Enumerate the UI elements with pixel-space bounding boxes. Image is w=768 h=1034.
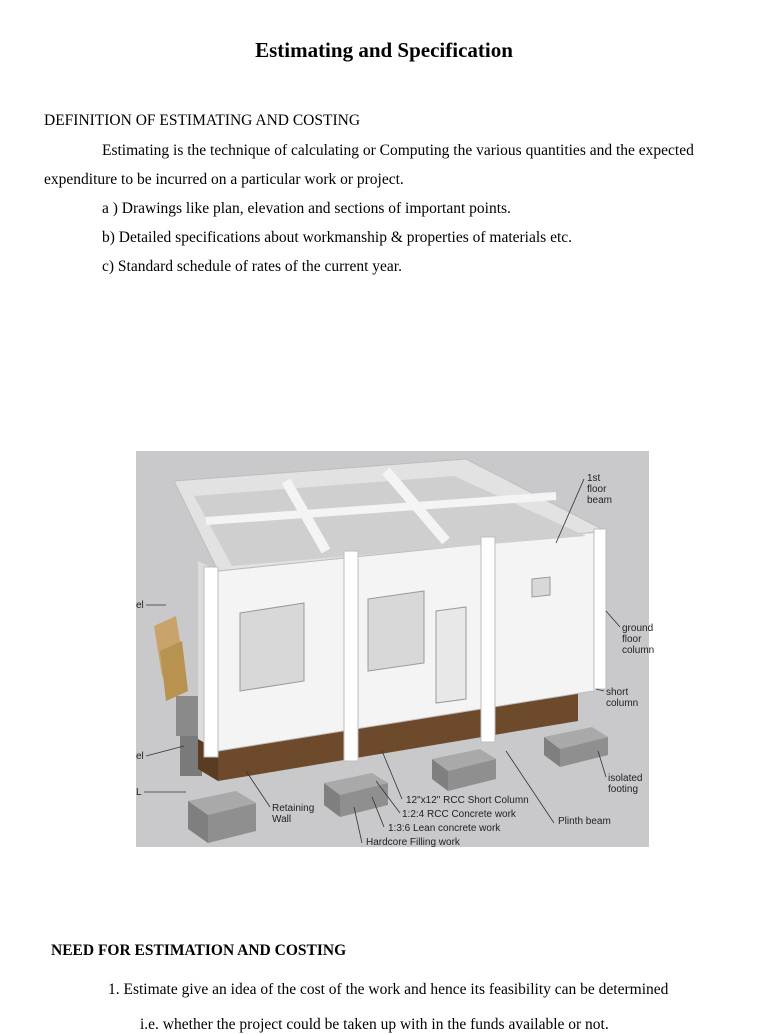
label-hardcore: Hardcore Filling work xyxy=(366,837,460,848)
label-left-edge-2: el xyxy=(136,751,144,762)
label-lean-concrete: 1:3:6 Lean concrete work xyxy=(388,823,501,834)
building-illustration xyxy=(136,451,655,848)
label-short-column: short xyxy=(606,687,629,698)
list-item: a ) Drawings like plan, elevation and sections of important points. xyxy=(102,200,511,217)
label-plinth-beam: Plinth beam xyxy=(558,816,611,827)
numbered-item: 1. Estimate give an idea of the cost of the work and hence its feasibility can be determined xyxy=(108,981,669,998)
list-item: c) Standard schedule of rates of the current year. xyxy=(102,258,402,275)
list-item: b) Detailed specifications about workmanship & properties of materials etc. xyxy=(102,229,573,246)
label-left-edge-3: L xyxy=(136,787,142,798)
label-ground-floor-column: ground xyxy=(622,623,654,634)
cut-off-line: i.e. whether the project could be taken up with in the funds available or not. xyxy=(140,1016,609,1033)
paragraph-line: expenditure to be incurred on a particular work or project. xyxy=(44,171,404,188)
label-first-floor-beam-2: floor xyxy=(587,484,607,495)
section-heading-definition: DEFINITION OF ESTIMATING AND COSTING xyxy=(44,112,361,129)
label-first-floor-beam: 1st xyxy=(587,473,601,484)
label-first-floor-beam-3: beam xyxy=(587,495,613,506)
label-short-column-2: column xyxy=(606,698,639,709)
label-ground-floor-column-2: floor xyxy=(622,634,642,645)
label-left-edge-1: el xyxy=(136,600,144,611)
label-retaining-wall: Retaining xyxy=(272,803,315,814)
paragraph-line: Estimating is the technique of calculating or Computing the various quantities and the expected xyxy=(102,142,694,159)
label-rcc-short-column: 12"x12" RCC Short Column xyxy=(406,795,529,806)
document-title: Estimating and Specification xyxy=(255,38,513,62)
label-isolated-footing: isolated xyxy=(608,773,643,784)
label-retaining-wall-2: Wall xyxy=(272,814,292,825)
stairs xyxy=(154,616,188,701)
label-ground-floor-column-3: column xyxy=(622,645,655,656)
label-rcc-concrete: 1:2:4 RCC Concrete work xyxy=(402,809,516,820)
section-heading-need: NEED FOR ESTIMATION AND COSTING xyxy=(51,942,347,959)
label-isolated-footing-2: footing xyxy=(608,784,639,795)
building-structure-figure xyxy=(136,451,655,848)
